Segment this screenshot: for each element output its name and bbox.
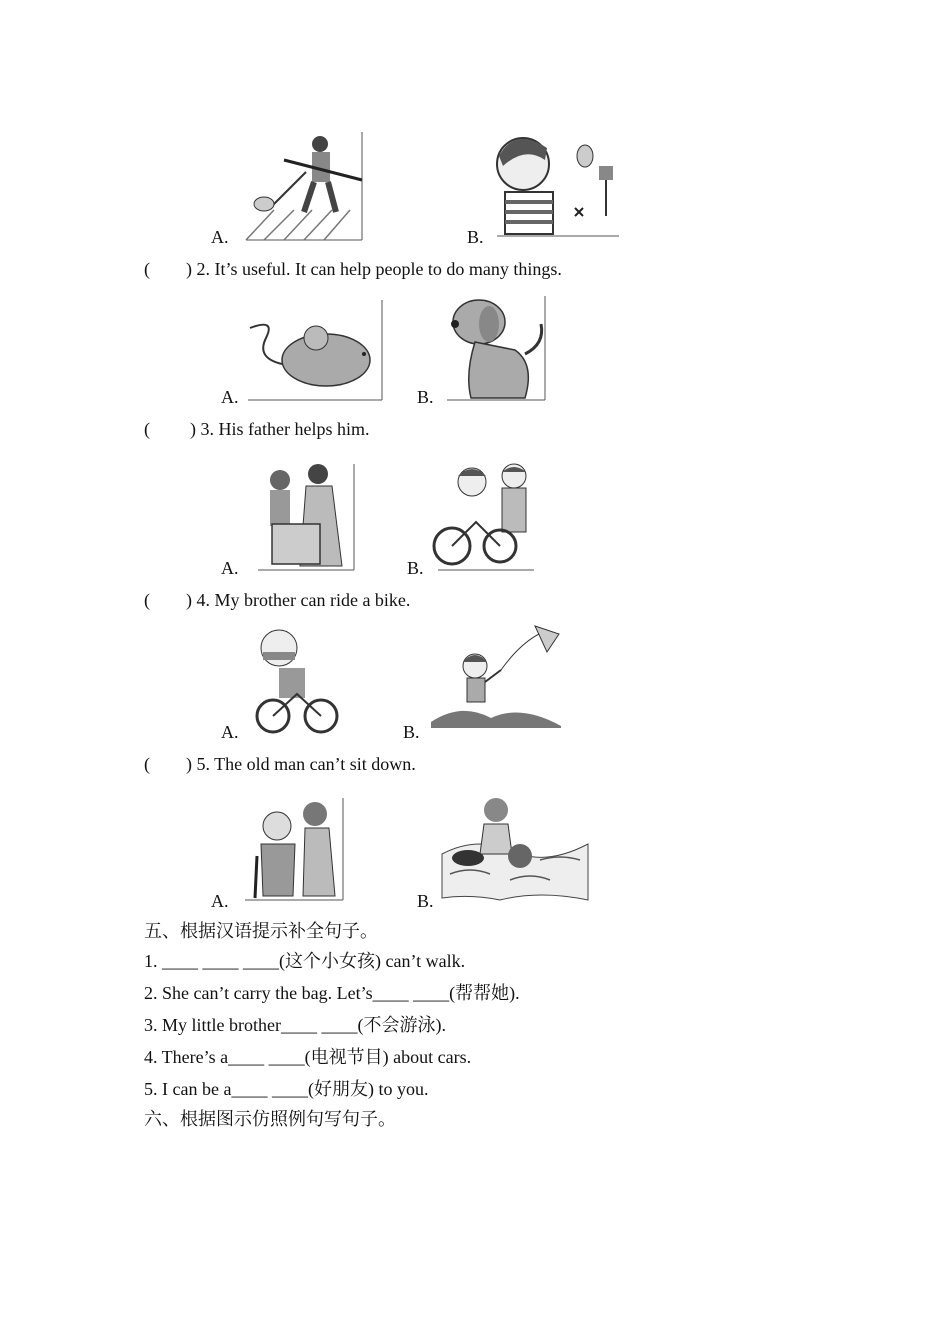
fill-item-3: 3. My little brother____ ____(不会游泳). xyxy=(144,1015,446,1035)
option-label-a: A. xyxy=(221,722,239,742)
option-label-a: A. xyxy=(211,891,229,911)
question-3: ( ) 3. His father helps him. xyxy=(144,419,370,439)
question-2: ( ) 2. It’s useful. It can help people to do many things. xyxy=(144,259,562,279)
old-man-riding-bike-image xyxy=(255,626,339,734)
blank[interactable]: ____ xyxy=(413,983,450,1003)
blank[interactable]: ____ xyxy=(228,1047,265,1067)
father-helping-boy-bike-image xyxy=(432,462,536,572)
option-label-b: B. xyxy=(467,227,484,247)
option-label-b: B. xyxy=(417,891,434,911)
section-6-heading: 六、根据图示仿照例句写句子。 xyxy=(144,1109,396,1129)
blank[interactable]: ____ xyxy=(162,951,198,971)
mouse-image xyxy=(246,298,386,402)
option-label-a: A. xyxy=(211,227,229,247)
blank[interactable]: ____ xyxy=(372,983,409,1003)
blind-man-crossing-image xyxy=(244,132,366,242)
blank[interactable]: ____ xyxy=(321,1015,358,1035)
old-man-with-cane-image xyxy=(243,796,347,902)
fill-item-2: 2. She can’t carry the bag. Let’s____ ____(帮帮她). xyxy=(144,983,520,1003)
blank[interactable]: ____ xyxy=(202,951,239,971)
question-4: ( ) 4. My brother can ride a bike. xyxy=(144,590,411,610)
blank[interactable]: ____ xyxy=(280,1015,317,1035)
blank[interactable]: ____ xyxy=(231,1079,268,1099)
blank[interactable]: ____ xyxy=(271,1079,308,1099)
option-label-b: B. xyxy=(417,387,434,407)
option-label-a: A. xyxy=(221,387,239,407)
fill-item-1: 1. ____ ____ ____(这个小女孩) can’t walk. xyxy=(144,951,466,971)
woman-carrying-suitcase-image xyxy=(256,462,358,572)
option-label-b: B. xyxy=(407,558,424,578)
children-swimming-image xyxy=(440,794,590,904)
fill-item-4: 4. There’s a____ ____(电视节目) about cars. xyxy=(144,1047,472,1067)
fill-item-5: 5. I can be a____ ____(好朋友) to you. xyxy=(144,1079,429,1099)
dog-image xyxy=(445,294,549,402)
blank[interactable]: ____ xyxy=(268,1047,305,1067)
option-label-b: B. xyxy=(403,722,420,742)
section-5-heading: 五、根据汉语提示补全句子。 xyxy=(144,921,378,941)
question-5: ( ) 5. The old man can’t sit down. xyxy=(144,754,416,774)
boy-flying-kite-image xyxy=(431,622,563,730)
boy-listening-image xyxy=(495,126,621,238)
option-label-a: A. xyxy=(221,558,239,578)
blank[interactable]: ____ xyxy=(243,951,279,971)
